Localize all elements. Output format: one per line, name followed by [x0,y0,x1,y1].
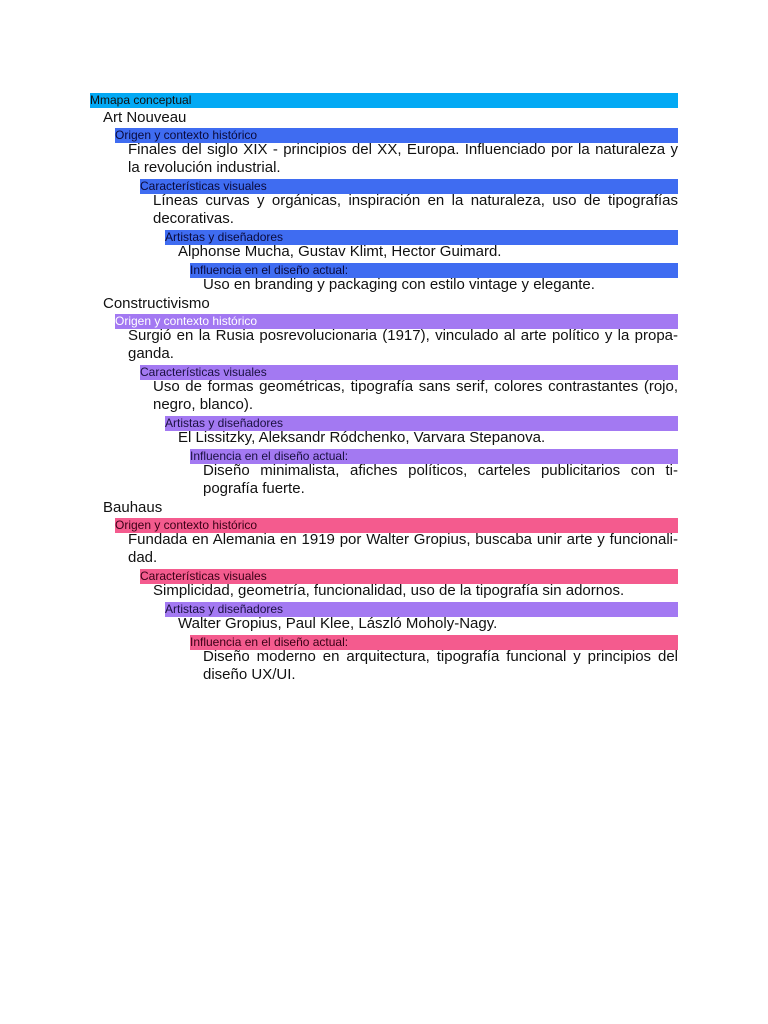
section-title: Bauhaus [103,499,163,516]
subtopic-label-bar: Características visuales [140,569,678,584]
subtopic-text: Simplicidad, geometría, funcionalidad, uso de la tipografía sin adornos. [153,582,625,599]
subtopic-label-bar: Artistas y diseñadores [165,416,678,431]
section-title: Art Nouveau [103,109,187,126]
subtopic-text: Fundada en Alemania en 1919 por Walter Gropius, buscaba unir arte y funcionalidad. [128,531,678,566]
subtopic-label-bar: Origen y contexto histórico [115,518,678,533]
subtopic-text: Finales del siglo XIX - principios del XX, Europa. Influenciado por la naturaleza y la revolución industrial. [128,141,678,176]
subtopic-label-bar: Influencia en el diseño actual: [190,635,678,650]
subtopic-text: Walter Gropius, Paul Klee, László Moholy-Nagy. [178,615,498,632]
subtopic-text: Diseño minimalista, afiches políticos, carteles publicitarios con tipografía fuerte. [203,462,678,497]
subtopic-text: Uso en branding y packaging con estilo vintage y elegante. [203,276,595,293]
subtopic-label-bar: Artistas y diseñadores [165,602,678,617]
subtopic-label-bar: Origen y contexto histórico [115,128,678,143]
subtopic-text: Diseño moderno en arquitectura, tipografía funcional y principios del diseño UX/UI. [203,648,678,683]
subtopic-label-bar: Artistas y diseñadores [165,230,678,245]
subtopic-label-bar: Características visuales [140,179,678,194]
section-title: Constructivismo [103,295,210,312]
subtopic-label-bar: Origen y contexto histórico [115,314,678,329]
concept-map-title-bar: Mmapa conceptual [90,93,678,108]
subtopic-text: Uso de formas geométricas, tipografía sans serif, colores contrastantes (rojo, negro, blanco). [153,378,678,413]
subtopic-text: El Lissitzky, Aleksandr Ródchenko, Varvara Stepanova. [178,429,546,446]
subtopic-label-bar: Influencia en el diseño actual: [190,449,678,464]
subtopic-text: Alphonse Mucha, Gustav Klimt, Hector Guimard. [178,243,502,260]
subtopic-label-bar: Características visuales [140,365,678,380]
subtopic-text: Surgió en la Rusia posrevolucionaria (1917), vinculado al arte político y la propaganda. [128,327,678,362]
subtopic-text: Líneas curvas y orgánicas, inspiración en la naturaleza, uso de tipografías decorativas. [153,192,678,227]
subtopic-label-bar: Influencia en el diseño actual: [190,263,678,278]
